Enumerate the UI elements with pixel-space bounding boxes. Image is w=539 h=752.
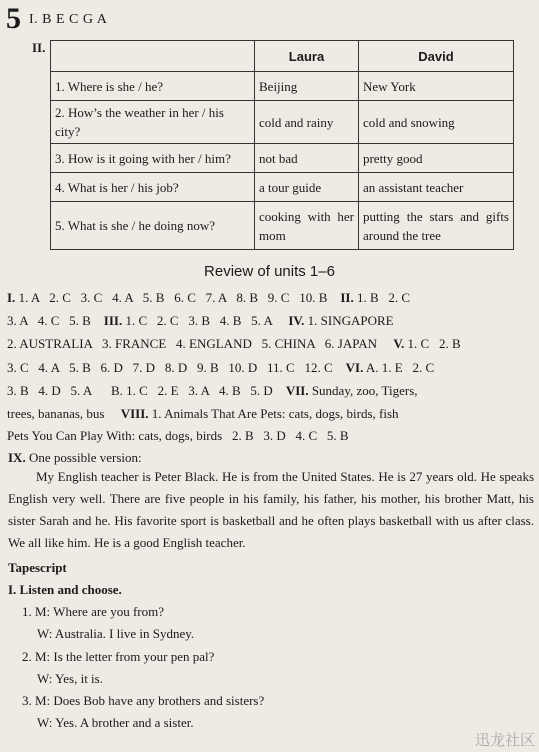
review-answer-line xyxy=(7,313,394,329)
answer-line-section-i: I. B E C G A xyxy=(29,12,108,27)
tapescript-section: I. Listen and choose. xyxy=(8,582,122,597)
section-label: I. xyxy=(7,290,16,305)
table-cell-david: pretty good xyxy=(358,144,513,173)
section-label: IV. xyxy=(288,313,305,328)
tapescript-line: W: Yes, it is. xyxy=(37,671,103,686)
table-cell-question: 3. How is it going with her / him? xyxy=(51,144,255,173)
review-answer-line xyxy=(7,383,418,399)
answer-text: 1. SINGAPORE xyxy=(304,313,394,328)
table-cell-david: an assistant teacher xyxy=(358,173,513,202)
section-ix-sublabel: One possible version: xyxy=(25,450,142,465)
table-cell-laura: cooking with her mom xyxy=(255,202,359,250)
tapescript-title: Tapescript xyxy=(8,560,67,575)
section-ix-heading xyxy=(8,450,142,466)
watermark-text: 迅龙社区 xyxy=(474,731,535,749)
review-answer-line xyxy=(7,290,410,306)
table-cell-question: 5. What is she / he doing now? xyxy=(51,202,255,250)
answer-text: A. 1. E 2. C xyxy=(363,360,435,375)
table-cell-laura: cold and rainy xyxy=(255,101,359,144)
answer-text: trees, bananas, bus xyxy=(7,406,121,421)
answer-text: 3. B 4. D 5. A B. 1. C 2. E 3. A 4. B 5. D xyxy=(7,383,286,398)
tapescript-line: 2. M: Is the letter from your pen pal? xyxy=(22,649,215,664)
table-cell-laura: a tour guide xyxy=(255,173,359,202)
tapescript-line: 1. M: Where are you from? xyxy=(22,604,164,619)
section-label: VIII. xyxy=(120,406,149,421)
answer-text: 1. A 2. C 3. C 4. A 5. B 6. C 7. A 8. B 9. C 10. B xyxy=(15,290,341,305)
table-cell-david: putting the stars and gifts around the tree xyxy=(358,202,513,250)
table-header-laura: Laura xyxy=(255,41,359,72)
comparison-table xyxy=(50,40,514,250)
table-header-row xyxy=(51,41,514,72)
answer-text: 3. C 4. A 5. B 6. D 7. D 8. D 9. B 10. D 11. C 12. C xyxy=(7,360,346,375)
answer-text: 1. C 2. C 3. B 4. B 5. A xyxy=(122,313,289,328)
table-row xyxy=(51,144,514,173)
review-title: Review of units 1–6 xyxy=(204,263,335,280)
tapescript-line: W: Yes. A brother and a sister. xyxy=(37,715,194,730)
table-cell-david: cold and snowing xyxy=(358,101,513,144)
tapescript-line: W: Australia. I live in Sydney. xyxy=(37,626,195,641)
table-header-david: David xyxy=(358,41,513,72)
section-label: VII. xyxy=(285,383,309,398)
answer-text: 2. AUSTRALIA 3. FRANCE 4. ENGLAND 5. CHINA 6. JAPAN xyxy=(7,336,394,351)
essay-paragraph: My English teacher is Peter Black. He is from the United States. He is 27 years old. He speaks English very well. There are five people in his family, his father, his mother, his brother Matt, his sister Sarah and he. His favorite sport is basketball and he often plays basketball with us after class. We all like him. He is a good English teacher. xyxy=(8,469,534,550)
page-number: 5 xyxy=(6,2,21,35)
answer-text: Pets You Can Play With: cats, dogs, birds 2. B 3. D 4. C 5. B xyxy=(7,428,349,443)
answer-text: Sunday, zoo, Tigers, xyxy=(308,383,418,398)
review-answer-line xyxy=(7,406,399,422)
table-row xyxy=(51,173,514,202)
answer-text: 1. C 2. B xyxy=(404,336,461,351)
answer-text: 1. Animals That Are Pets: cats, dogs, birds, fish xyxy=(148,406,399,421)
table-row xyxy=(51,101,514,144)
table-cell-laura: not bad xyxy=(255,144,359,173)
answer-text: 1. B 2. C xyxy=(353,290,411,305)
table-header-blank xyxy=(51,41,255,72)
section-label: II. xyxy=(340,290,354,305)
section-label: V. xyxy=(393,336,405,351)
section-ii-label: II. xyxy=(32,40,46,55)
tapescript-line: 3. M: Does Bob have any brothers and sisters? xyxy=(22,693,265,708)
table-row xyxy=(51,202,514,250)
table-cell-laura: Beijing xyxy=(255,72,359,101)
section-ix-label: IX. xyxy=(8,450,26,465)
answer-text: 3. A 4. C 5. B xyxy=(7,313,104,328)
table-cell-question: 4. What is her / his job? xyxy=(51,173,255,202)
section-label: VI. xyxy=(345,360,364,375)
table-cell-question: 2. How’s the weather in her / his city? xyxy=(51,101,255,144)
review-answer-line xyxy=(7,360,434,376)
section-label: III. xyxy=(103,313,123,328)
table-cell-question: 1. Where is she / he? xyxy=(51,72,255,101)
review-answer-line xyxy=(7,336,461,352)
table-cell-david: New York xyxy=(358,72,513,101)
review-answer-line xyxy=(7,428,349,444)
table-row xyxy=(51,72,514,101)
